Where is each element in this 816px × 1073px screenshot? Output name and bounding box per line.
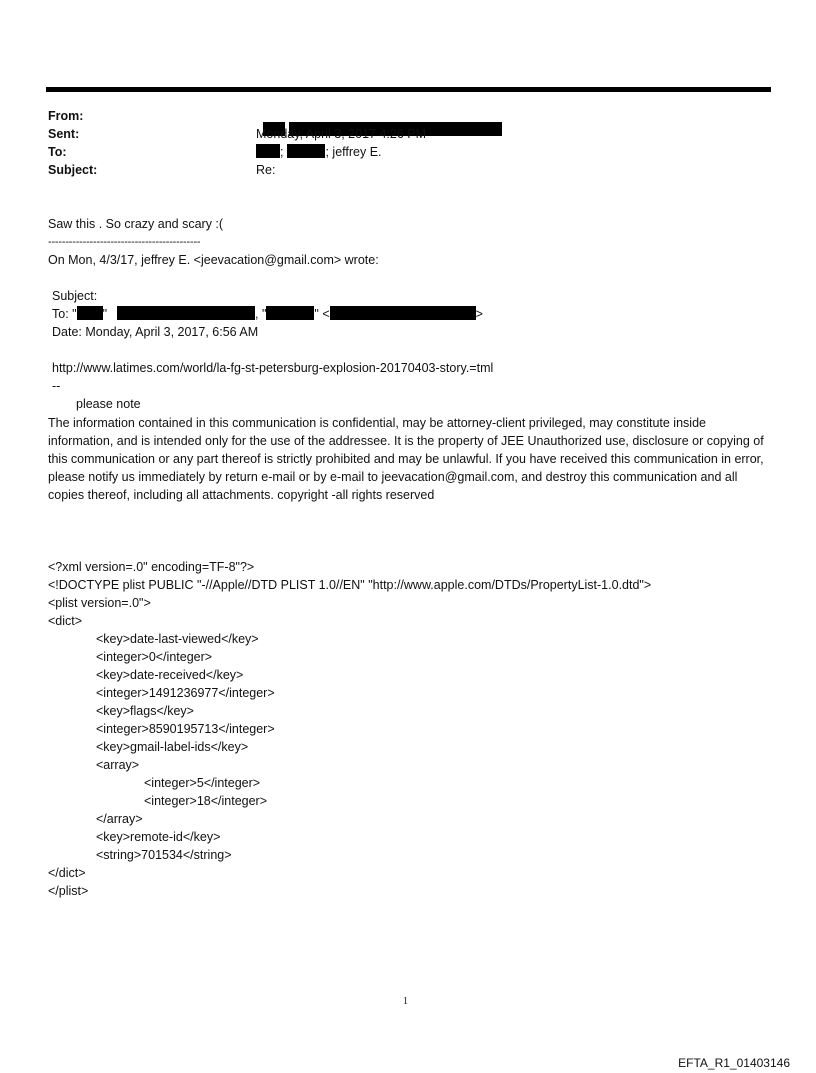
signature-dash: -- — [52, 379, 61, 393]
xml-line: <integer>1491236977</integer> — [96, 686, 275, 700]
xml-line: </dict> — [48, 866, 86, 880]
to-value — [256, 144, 382, 160]
xml-line: <?xml version=.0" encoding=TF-8"?> — [48, 560, 255, 574]
redaction-block — [287, 144, 325, 158]
redaction-block — [330, 306, 476, 320]
sent-value: Monday, April 3, 2017 4:26 PM — [256, 127, 427, 141]
xml-line: <key>date-last-viewed</key> — [96, 632, 259, 646]
to-recipient: ; jeffrey E. — [325, 145, 382, 159]
inner-to-mid: , " — [255, 307, 267, 321]
inner-to-quote: " < — [314, 307, 330, 321]
xml-line: <integer>18</integer> — [144, 794, 268, 808]
redaction-block — [266, 306, 314, 320]
sent-label: Sent: — [48, 127, 80, 141]
article-link[interactable]: http://www.latimes.com/world/la-fg-st-petersburg-explosion-20170403-story.=tml — [52, 361, 494, 375]
xml-line: <integer>8590195713</integer> — [96, 722, 275, 736]
xml-line: <!DOCTYPE plist PUBLIC "-//Apple//DTD PLIST 1.0//EN" "http://www.apple.com/DTDs/PropertyList-1.0.dtd"> — [48, 578, 652, 592]
xml-line: <plist version=.0"> — [48, 596, 151, 610]
xml-line: <integer>5</integer> — [144, 776, 261, 790]
header-rule — [46, 87, 771, 92]
subject-value: Re: — [256, 163, 276, 177]
inner-date: Date: Monday, April 3, 2017, 6:56 AM — [52, 325, 259, 339]
redaction-block — [77, 306, 103, 320]
xml-line: <integer>0</integer> — [96, 650, 213, 664]
xml-line: </array> — [96, 812, 143, 826]
to-label: To: — [48, 145, 67, 159]
please-note: please note — [76, 397, 141, 411]
inner-to — [52, 306, 483, 322]
from-label: From: — [48, 109, 84, 123]
inner-to-prefix: To: " — [52, 307, 77, 321]
separator-line: -------------------------------------------- — [48, 236, 201, 248]
xml-line: <array> — [96, 758, 140, 772]
xml-block — [48, 540, 651, 918]
inner-subject: Subject: — [52, 289, 98, 303]
xml-line: <key>date-received</key> — [96, 668, 244, 682]
reply-line: Saw this . So crazy and scary :( — [48, 217, 224, 231]
redaction-block — [256, 144, 280, 158]
document-id: EFTA_R1_01403146 — [678, 1056, 790, 1070]
xml-line: </plist> — [48, 884, 89, 898]
quote-intro: On Mon, 4/3/17, jeffrey E. <jeevacation@gmail.com> wrote: — [48, 253, 379, 267]
redaction-block — [117, 306, 255, 320]
xml-line: <key>remote-id</key> — [96, 830, 221, 844]
inner-to-end: > — [475, 307, 483, 321]
inner-to-quote: " — [102, 307, 108, 321]
page-number: 1 — [403, 996, 408, 1007]
xml-line: <dict> — [48, 614, 83, 628]
xml-line: <string>701534</string> — [96, 848, 232, 862]
xml-line: <key>flags</key> — [96, 704, 194, 718]
xml-line: <key>gmail-label-ids</key> — [96, 740, 249, 754]
to-separator: ; — [280, 145, 284, 159]
disclaimer-paragraph: The information contained in this communication is confidential, may be attorney-client privileged, may constitute inside information, and is intended only for the use of the addressee. It is the property of JEE Unauthorized use, disclosure or copying of this communication or any part thereof is strictly prohibited and may be unlawful. If you have received this communication in error, please notify us immediately by return e-mail or by e-mail to jeevacation@gmail.com, and destroy this communication and all copies thereof, including all attachments. copyright -all rights reserved — [48, 416, 764, 502]
subject-label: Subject: — [48, 163, 98, 177]
